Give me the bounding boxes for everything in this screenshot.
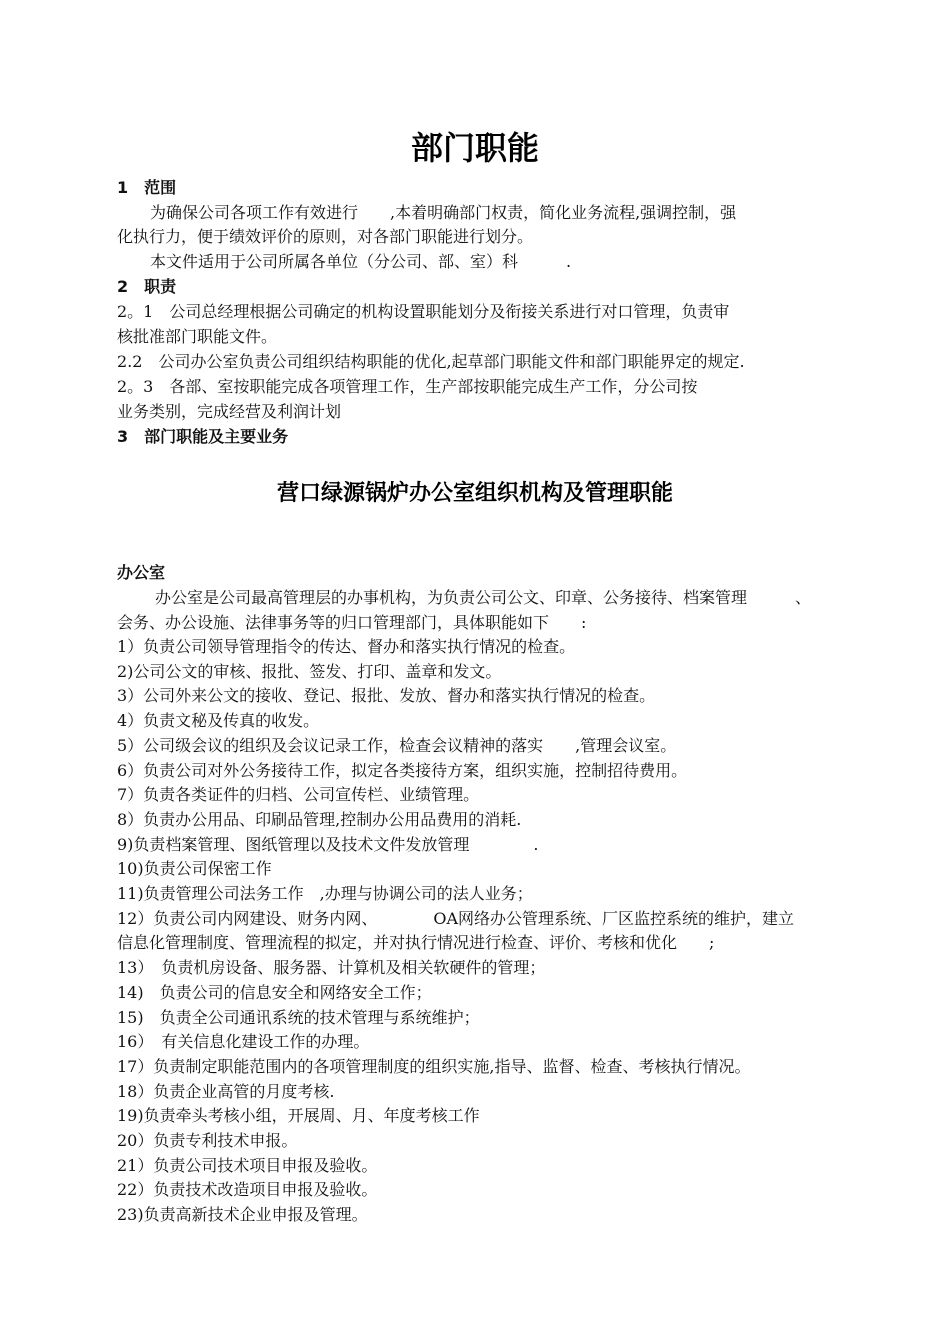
section-subtitle: 营口绿源锅炉办公室组织机构及管理职能: [276, 481, 673, 506]
duty-list-item: 2)公司公文的审核、报批、签发、打印、盖章和发文。: [117, 661, 502, 681]
office-intro-line: 会务、办公设施、法律事务等的归口管理部门，具体职能如下 :: [117, 613, 587, 632]
scope-paragraph-line: 化执行力，便于绩效评价的原则，对各部门职能进行划分。: [117, 227, 534, 246]
duty-list-item: 16） 有关信息化建设工作的办理。: [117, 1032, 370, 1052]
duty-list-item: 5）公司级会议的组织及会议记录工作，检查会议精神的落实 ,管理会议室。: [117, 735, 677, 755]
duty-list-item: 信息化管理制度、管理流程的拟定，并对执行情况进行检查、评价、考核和优化 ;: [117, 933, 715, 953]
duty-list-item: 11)负责管理公司法务工作 ,办理与协调公司的法人业务；: [117, 884, 533, 903]
duty-list-item: 3）公司外来公文的接收、登记、报批、发放、督办和落实执行情况的检查。: [117, 686, 656, 706]
duty-list-item: 19)负责牵头考核小组，开展周、月、年度考核工作: [117, 1106, 480, 1126]
duty-list-item: 4）负责文秘及传真的收发。: [117, 711, 320, 731]
duty-list-item: 17）负责制定职能范围内的各项管理制度的组织实施,指导、监督、检查、考核执行情况。: [117, 1056, 751, 1076]
duty-list-item: 6）负责公司对外公务接待工作，拟定各类接待方案，组织实施，控制招待费用。: [117, 760, 688, 780]
duty-list-item: 13） 负责机房设备、服务器、计算机及相关软硬件的管理；: [117, 958, 546, 978]
office-heading: 办公室: [117, 563, 166, 582]
duty-list-item: 20）负责专利技术申报。: [117, 1131, 298, 1150]
duty-item-line: 2。1 公司总经理根据公司确定的机构设置职能划分及衔接关系进行对口管理，负责审: [117, 302, 730, 321]
duty-item-line: 核批准部门职能文件。: [117, 327, 278, 346]
duty-list-item: 8）负责办公用品、印刷品管理,控制办公用品费用的消耗.: [117, 809, 522, 829]
duty-item-line: 2。3 各部、室按职能完成各项管理工作，生产部按职能完成生产工作，分公司按: [117, 377, 698, 396]
duty-list-item: 1）负责公司领导管理指令的传达、督办和落实执行情况的检查。: [117, 637, 576, 656]
duty-list-item: 21）负责公司技术项目申报及验收。: [117, 1155, 378, 1175]
duty-list-item: 7）负责各类证件的归档、公司宣传栏、业绩管理。: [117, 785, 480, 805]
duty-list-item: 18）负责企业高管的月度考核.: [117, 1081, 335, 1101]
section-heading-functions: 3 部门职能及主要业务: [117, 427, 289, 446]
scope-applicability: 本文件适用于公司所属各单位（分公司、部、室）科 .: [150, 252, 572, 271]
duty-list-item: 12）负责公司内网建设、财务内网、 OA网络办公管理系统、厂区监控系统的维护，建立: [117, 908, 795, 928]
duty-list-item: 10)负责公司保密工作: [117, 859, 272, 879]
duty-list-item: 14) 负责公司的信息安全和网络安全工作；: [117, 982, 432, 1002]
duty-item-line: 2.2 公司办公室负责公司组织结构职能的优化,起草部门职能文件和部门职能界定的规定.: [117, 352, 745, 371]
duty-list-item: 23)负责高新技术企业申报及管理。: [117, 1205, 368, 1225]
duty-list-item: 15) 负责全公司通讯系统的技术管理与系统维护；: [117, 1007, 480, 1027]
duty-list-item: 9)负责档案管理、图纸管理以及技术文件发放管理 .: [117, 834, 539, 854]
section-heading-scope: 1 范围: [117, 178, 177, 197]
office-intro-line: 办公室是公司最高管理层的办事机构，为负责公司公文、印章、公务接待、档案管理 、: [155, 588, 812, 607]
section-heading-duties: 2 职责: [117, 277, 177, 296]
duty-item-line: 业务类别，完成经营及利润计划: [117, 402, 342, 421]
page-title: 部门职能: [410, 129, 539, 167]
duty-list-item: 22）负责技术改造项目申报及验收。: [117, 1180, 378, 1200]
scope-paragraph-line: 为确保公司各项工作有效进行 ,本着明确部门权责，简化业务流程,强调控制，强: [150, 203, 737, 222]
